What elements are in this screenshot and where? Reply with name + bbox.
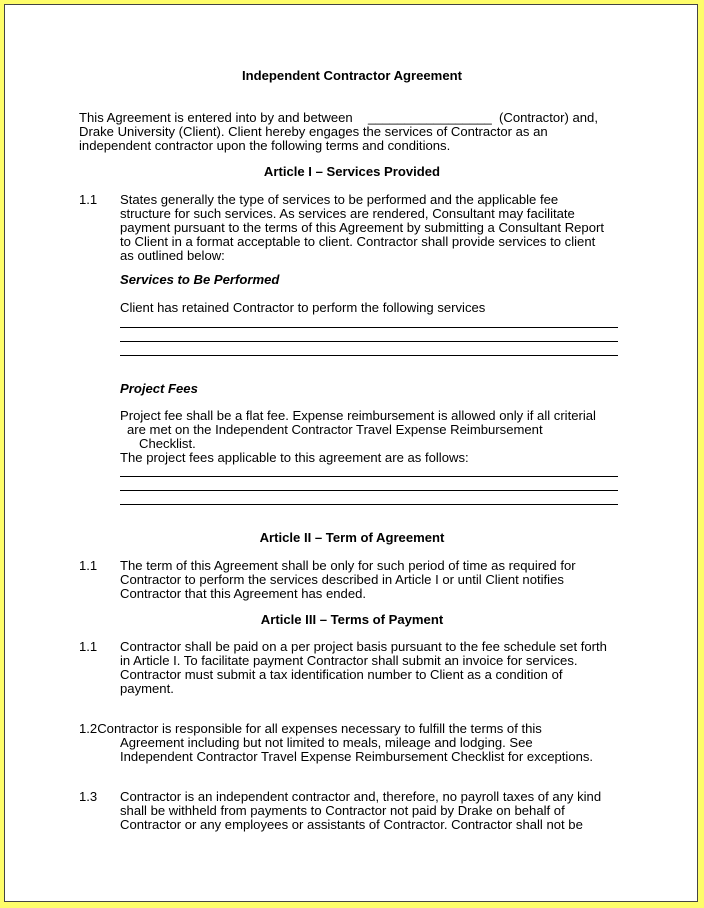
- article1-heading: Article I – Services Provided: [263, 164, 441, 179]
- article3-p1-line: payment.: [120, 681, 174, 696]
- fees-heading: Project Fees: [120, 381, 198, 396]
- article3-p1-number: 1.1: [79, 639, 98, 654]
- article1-line: to Client in a format acceptable to client. Contractor shall provide services to client: [120, 234, 596, 249]
- article1-line: structure for such services. As services are rendered, Consultant may facilitate: [120, 206, 575, 221]
- contractor-name-blank: _________________: [368, 110, 492, 125]
- article3-p2-line: Independent Contractor Travel Expense Reimbursement Checklist for exceptions.: [120, 749, 594, 764]
- article2-line: Contractor to perform the services described in Article I or until Client notifies: [120, 572, 564, 587]
- article2-heading: Article II – Term of Agreement: [259, 530, 445, 545]
- intro-line3: independent contractor upon the following terms and conditions.: [79, 138, 451, 153]
- fees-applicable: The project fees applicable to this agreement are as follows:: [120, 450, 469, 465]
- article3-p3-line: shall be withheld from payments to Contractor not paid by Drake on behalf of: [120, 803, 565, 818]
- services-fill-line: [120, 355, 618, 356]
- article3-p3-number: 1.3: [79, 789, 98, 804]
- article1-line: payment pursuant to the terms of this Agreement by submitting a Consultant Report: [120, 220, 604, 235]
- intro-line2: Drake University (Client). Client hereby engages the services of Contractor as an: [79, 124, 548, 139]
- fees-fill-line: [120, 476, 618, 477]
- article1-section-number: 1.1: [79, 192, 98, 207]
- article1-line: as outlined below:: [120, 248, 225, 263]
- fees-line: are met on the Independent Contractor Travel Expense Reimbursement: [127, 422, 543, 437]
- fees-line: Checklist.: [139, 436, 196, 451]
- intro-line1-start: This Agreement is entered into by and between: [79, 110, 353, 125]
- services-fill-line: [120, 341, 618, 342]
- intro-line1-end: (Contractor) and,: [499, 110, 598, 125]
- article3-heading: Article III – Terms of Payment: [260, 612, 444, 627]
- article2-line: The term of this Agreement shall be only for such period of time as required for: [120, 558, 576, 573]
- article3-p3-line: Contractor is an independent contractor and, therefore, no payroll taxes of any kind: [120, 789, 602, 804]
- fees-fill-line: [120, 504, 618, 505]
- fees-fill-line: [120, 490, 618, 491]
- services-text: Client has retained Contractor to perform the following services: [120, 300, 486, 315]
- services-fill-line: [120, 327, 618, 328]
- article3-p3-line: Contractor or any employees or assistants of Contractor. Contractor shall not be: [120, 817, 583, 832]
- article3-p1-line: Contractor must submit a tax identification number to Client as a condition of: [120, 667, 563, 682]
- services-heading: Services to Be Performed: [120, 272, 280, 287]
- article1-line: States generally the type of services to be performed and the applicable fee: [120, 192, 559, 207]
- article2-section-number: 1.1: [79, 558, 98, 573]
- article3-p2-line: 1.2Contractor is responsible for all expenses necessary to fulfill the terms of this: [79, 721, 542, 736]
- article3-p2-line: Agreement including but not limited to meals, mileage and lodging. See: [120, 735, 533, 750]
- fees-line: Project fee shall be a flat fee. Expense reimbursement is allowed only if all criterial: [120, 408, 596, 423]
- article3-p1-line: in Article I. To facilitate payment Contractor shall submit an invoice for services.: [120, 653, 578, 668]
- document-title: Independent Contractor Agreement: [242, 68, 462, 83]
- article3-p1-line: Contractor shall be paid on a per project basis pursuant to the fee schedule set forth: [120, 639, 607, 654]
- article2-line: Contractor that this Agreement has ended.: [120, 586, 367, 601]
